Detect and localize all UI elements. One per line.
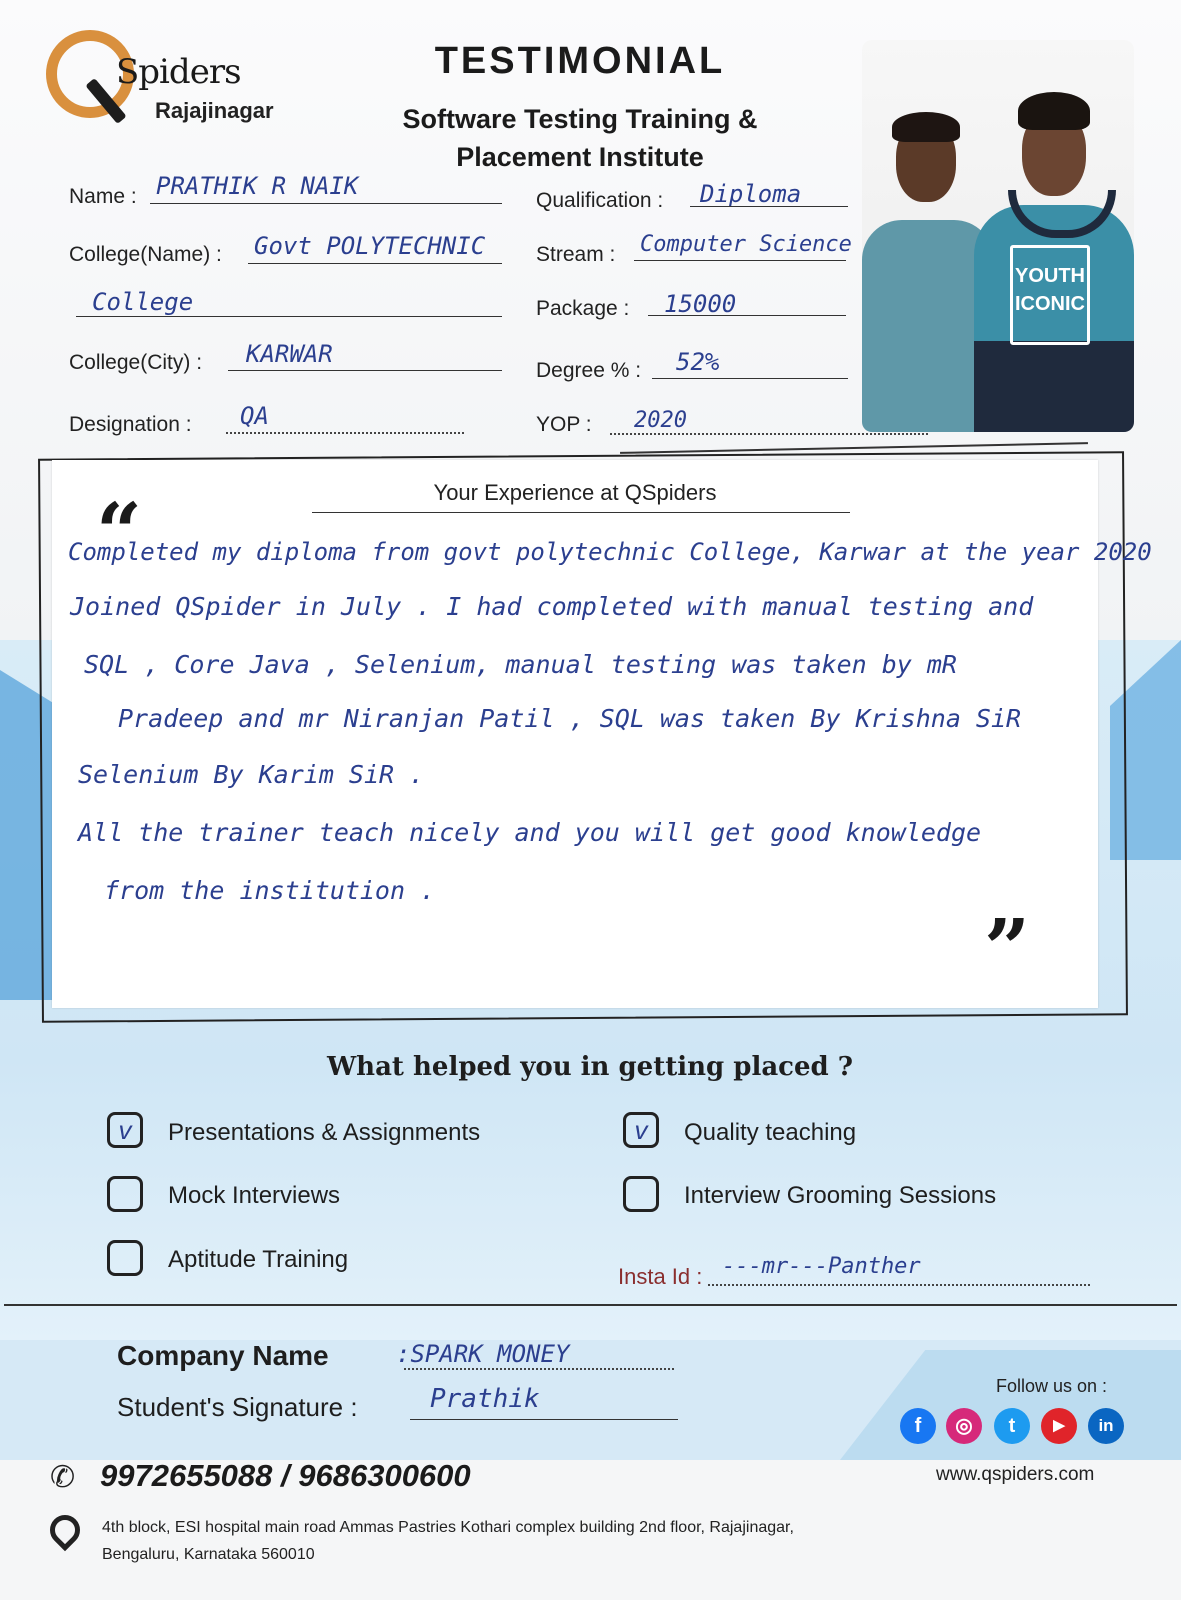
shirt-text-1: YOUTH [1015,265,1085,287]
phone-numbers[interactable]: 9972655088 / 9686300600 [100,1458,471,1493]
checkbox-quality-teaching[interactable] [623,1112,659,1148]
address-line-1: 4th block, ESI hospital main road Ammas Pastries Kothari complex building 2nd floor, Rajajinagar, [102,1519,794,1536]
degree-label: Degree % : [536,359,642,382]
experience-line-7: from the institution . [104,876,436,905]
college-value-line-2[interactable]: College [92,288,194,316]
page-title: TESTIMONIAL [434,40,726,82]
shirt-text-2: ICONIC [1015,293,1085,315]
experience-heading: Your Experience at QSpiders [433,480,717,505]
experience-line-3: SQL , Core Java , Selenium, manual testing was taken by mR [84,650,957,679]
signature-label: Student's Signature : [117,1392,358,1422]
insta-dotted-line [708,1284,1090,1286]
option-quality-teaching-label: Quality teaching [684,1119,857,1146]
company-name-value[interactable]: :SPARK MONEY [396,1340,570,1368]
qualification-underline [690,206,848,207]
stream-value[interactable]: Computer Science [640,232,852,257]
yop-label: YOP : [536,413,592,436]
experience-line-1: Completed my diploma from govt polytechnic College, Karwar at the year 2020 [68,538,1152,566]
name-label: Name : [69,185,137,208]
city-label: College(City) : [69,351,203,374]
degree-value[interactable]: 52% [676,348,720,376]
check-mark-icon: v [118,1115,132,1145]
linkedin-icon[interactable]: in [1088,1408,1124,1444]
section-divider [4,1304,1177,1306]
name-value[interactable]: PRATHIK R NAIK [156,172,359,200]
experience-line-4: Pradeep and mr Niranjan Patil , SQL was taken By Krishna SiR [118,704,1022,733]
stream-underline [634,260,846,261]
college-underline [248,263,502,264]
company-dotted-line [404,1368,674,1370]
website-link[interactable]: www.qspiders.com [936,1464,1095,1485]
option-interview-grooming-label: Interview Grooming Sessions [684,1182,997,1209]
experience-line-6: All the trainer teach nicely and you will get good knowledge [78,818,982,847]
address [102,1514,1002,1568]
logo-text: Spiders [116,52,241,92]
option-aptitude-training-label: Aptitude Training [168,1246,349,1273]
insta-label: Insta Id : [618,1264,703,1289]
placement-question: What helped you in getting placed ? [326,1052,854,1082]
twitter-icon[interactable]: t [994,1408,1030,1444]
package-label: Package : [536,297,630,320]
instagram-icon[interactable]: ◎ [946,1408,982,1444]
open-quote-icon: “ [96,485,143,579]
designation-label: Designation : [69,413,192,436]
person-2-hair [1018,92,1090,130]
city-underline [228,370,502,371]
address-line-2: Bengaluru, Karnataka 560010 [102,1546,315,1563]
stream-label: Stream : [536,243,616,266]
checkbox-interview-grooming[interactable] [623,1176,659,1212]
yop-dotted-line [610,433,928,435]
college-label: College(Name) : [69,243,222,266]
logo-location: Rajajinagar [155,98,274,123]
student-photo [862,40,1134,432]
package-underline [648,315,846,316]
designation-dotted-line [226,432,464,434]
subtitle-line-1: Software Testing Training & [402,104,758,134]
subtitle-line-2: Placement Institute [456,142,704,172]
signature-value[interactable]: Prathik [430,1384,540,1414]
company-name-label: Company Name [117,1340,329,1371]
college-underline-2 [76,316,502,317]
signature-underline [410,1419,678,1420]
option-mock-interviews-label: Mock Interviews [168,1182,341,1209]
youtube-icon[interactable]: ▶ [1041,1408,1077,1444]
check-mark-icon: v [634,1115,648,1145]
designation-value[interactable]: QA [240,402,269,430]
close-quote-icon: ” [984,901,1031,995]
yop-value[interactable]: 2020 [634,408,687,433]
insta-value[interactable]: ---mr---Panther [722,1254,921,1279]
follow-us-label: Follow us on : [996,1376,1108,1396]
degree-underline [652,378,848,379]
option-presentations-label: Presentations & Assignments [168,1119,481,1146]
checkbox-aptitude-training[interactable] [107,1240,143,1276]
experience-line-5: Selenium By Karim SiR . [78,760,425,789]
checkbox-mock-interviews[interactable] [107,1176,143,1212]
city-value[interactable]: KARWAR [246,340,333,368]
page-subtitle [350,100,810,176]
facebook-icon[interactable]: f [900,1408,936,1444]
qualification-value[interactable]: Diploma [700,180,802,208]
package-value[interactable]: 15000 [664,290,737,318]
phone-icon: ✆ [50,1461,76,1494]
name-underline [150,203,502,204]
checkbox-presentations[interactable] [107,1112,143,1148]
shirt-print [1010,245,1090,345]
college-value[interactable]: Govt POLYTECHNIC [254,232,486,260]
experience-line-2: Joined QSpider in July . I had completed with manual testing and [70,592,1034,621]
qualification-label: Qualification : [536,189,664,212]
experience-heading-underline [312,512,850,513]
person-1-hair [892,112,960,142]
